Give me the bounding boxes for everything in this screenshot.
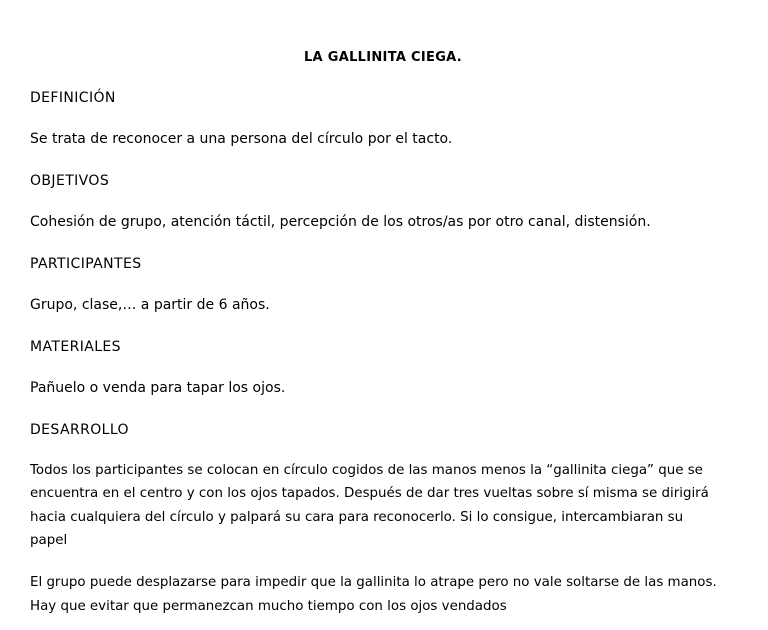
desarrollo-paragraph-2-line-2: Hay que evitar que permanezcan mucho tiempo con los ojos vendados [30, 599, 507, 614]
text-objetivos: Cohesión de grupo, atención táctil, percepción de los otros/as por otro canal, distensión. [30, 214, 651, 230]
text-definicion: Se trata de reconocer a una persona del círculo por el tacto. [30, 131, 453, 147]
desarrollo-paragraph-2-line-1: El grupo puede desplazarse para impedir que la gallinita lo atrape pero no vale soltarse de las manos. [30, 575, 717, 590]
desarrollo-paragraph-1-line-3: hacia cualquiera del círculo y palpará su cara para reconocerlo. Si lo consigue, intercambiaran su [30, 510, 684, 525]
desarrollo-paragraph-1-line-2: encuentra en el centro y con los ojos tapados. Después de dar tres vueltas sobre sí misma se dirigirá [30, 486, 709, 501]
text-materiales: Pañuelo o venda para tapar los ojos. [30, 380, 286, 396]
heading-objetivos: OBJETIVOS [30, 173, 110, 189]
heading-desarrollo: DESARROLLO [30, 422, 129, 438]
heading-definicion: DEFINICIÓN [30, 90, 116, 106]
heading-materiales: MATERIALES [30, 339, 121, 355]
desarrollo-paragraph-1-line-4: papel [30, 533, 68, 548]
heading-participantes: PARTICIPANTES [30, 256, 142, 272]
document-title: LA GALLINITA CIEGA. [303, 50, 463, 65]
text-participantes: Grupo, clase,… a partir de 6 años. [30, 297, 270, 313]
desarrollo-paragraph-1-line-1: Todos los participantes se colocan en círculo cogidos de las manos menos la “gallinita ciega” que se [30, 463, 703, 478]
